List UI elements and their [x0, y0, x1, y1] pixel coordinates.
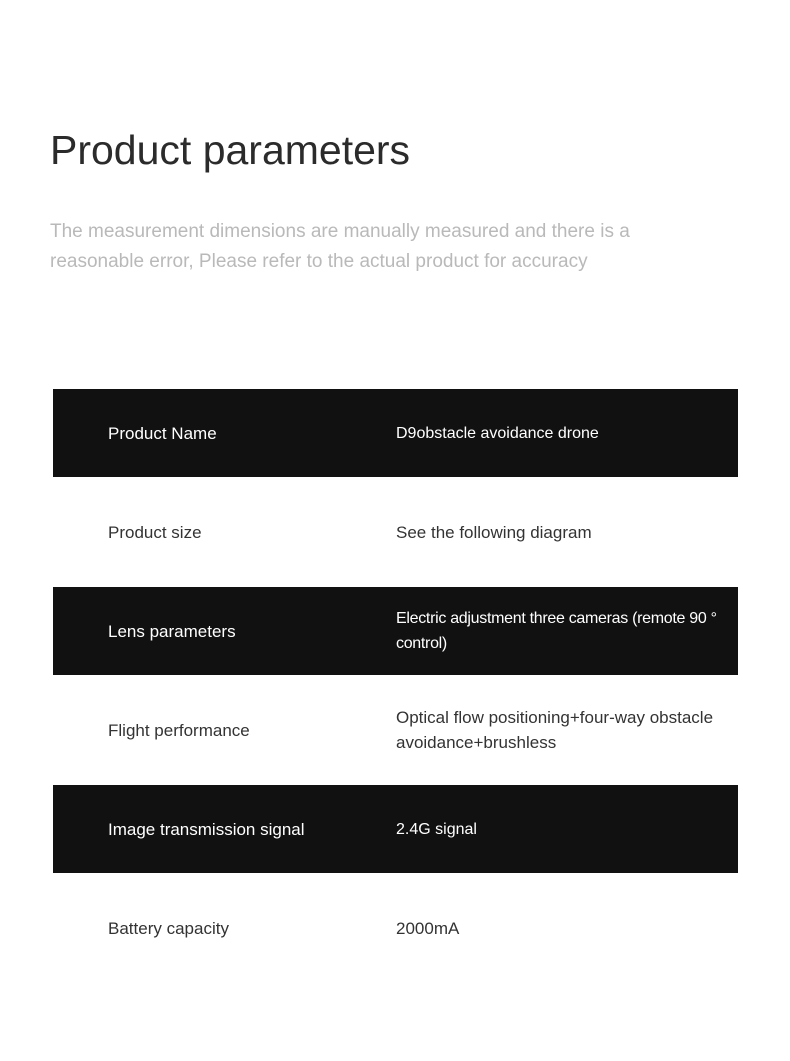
page-title: Product parameters	[50, 127, 411, 174]
spec-label: Product size	[108, 522, 202, 542]
table-row	[53, 675, 738, 785]
spec-value: 2000mA	[396, 918, 460, 938]
table-row	[53, 389, 738, 477]
spec-label: Product Name	[108, 423, 217, 443]
table-row	[53, 477, 738, 587]
spec-value: 2.4G signal	[396, 820, 477, 838]
spec-value: Electric adjustment three cameras (remote 90 ° control)	[396, 610, 717, 652]
table-row	[53, 587, 738, 675]
spec-value: See the following diagram	[396, 522, 592, 542]
page-subtitle: The measurement dimensions are manually measured and there is a reasonable error, Please refer to the actual product for accuracy	[50, 221, 630, 272]
spec-value: Optical flow positioning+four-way obstacle avoidance+brushless	[396, 708, 714, 752]
spec-label: Flight performance	[108, 720, 250, 740]
spec-value: D9obstacle avoidance drone	[396, 424, 599, 442]
spec-label: Battery capacity	[108, 918, 229, 938]
table-row	[53, 785, 738, 873]
spec-table	[53, 389, 738, 983]
spec-label: Lens parameters	[108, 621, 236, 641]
table-row	[53, 873, 738, 983]
spec-label: Image transmission signal	[108, 819, 305, 839]
